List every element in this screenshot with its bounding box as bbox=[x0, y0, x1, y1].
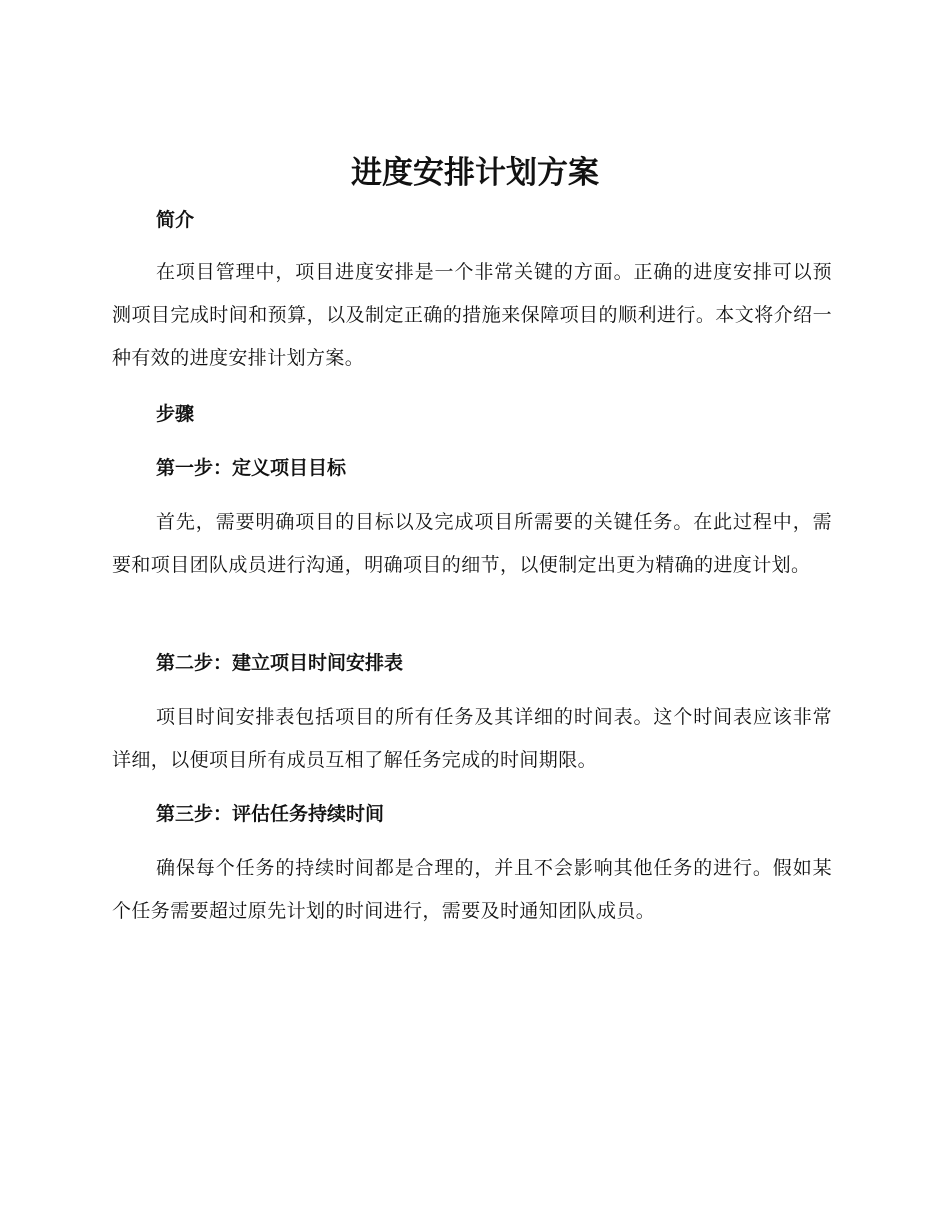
step-1-paragraph: 首先，需要明确项目的目标以及完成项目所需要的关键任务。在此过程中，需要和项目团队成员进行沟通，明确项目的细节，以便制定出更为精确的进度计划。 bbox=[112, 511, 832, 576]
document-title: 进度安排计划方案 bbox=[351, 155, 599, 191]
step-3-heading: 第三步：评估任务持续时间 bbox=[156, 803, 385, 825]
steps-heading: 步骤 bbox=[156, 403, 195, 425]
step-2-heading: 第二步：建立项目时间安排表 bbox=[156, 652, 404, 674]
step-1-heading: 第一步：定义项目目标 bbox=[156, 457, 347, 479]
intro-paragraph: 在项目管理中，项目进度安排是一个非常关键的方面。正确的进度安排可以预测项目完成时间和预算，以及制定正确的措施来保障项目的顺利进行。本文将介绍一种有效的进度安排计划方案。 bbox=[112, 261, 832, 369]
step-2-paragraph: 项目时间安排表包括项目的所有任务及其详细的时间表。这个时间表应该非常详细，以便项目所有成员互相了解任务完成的时间期限。 bbox=[112, 706, 832, 771]
intro-heading: 简介 bbox=[156, 209, 195, 231]
step-3-paragraph: 确保每个任务的持续时间都是合理的，并且不会影响其他任务的进行。假如某个任务需要超过原先计划的时间进行，需要及时通知团队成员。 bbox=[112, 857, 832, 922]
